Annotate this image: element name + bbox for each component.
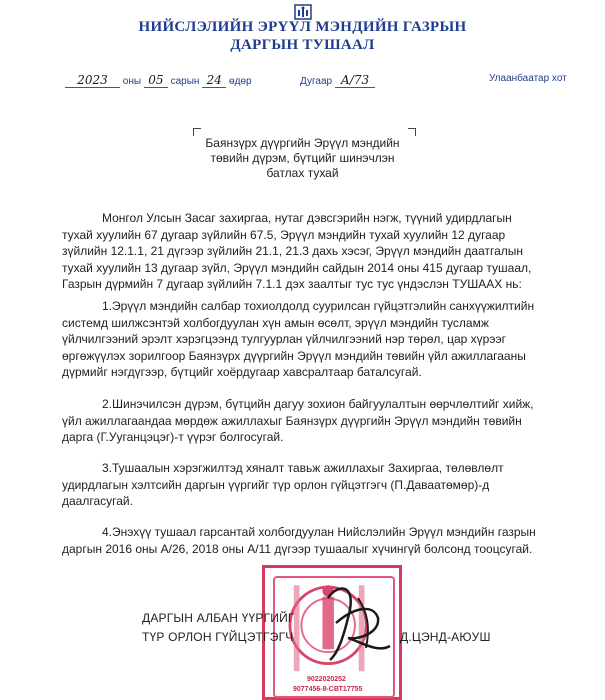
paragraph-line: даалгасугай. bbox=[62, 494, 133, 508]
date-line bbox=[65, 73, 252, 88]
paragraph-line: дарга (Г.Ууганцэцэг)-т үүрэг болгосугай. bbox=[62, 430, 284, 444]
date-day-suffix: өдөр bbox=[229, 76, 252, 87]
paragraph-line: 3.Тушаалын хэрэгжилтэд хяналт тавьж ажиллахыг Захиргаа, төлөвлөлт bbox=[102, 461, 504, 475]
paragraph-line: 2.Шинэчилсэн дүрэм, бүтцийн дагуу зохион байгуулалтын өөрчлөлтийг хийж, bbox=[102, 397, 534, 411]
date-year: 2023 bbox=[65, 73, 120, 88]
subject-title-line: Баянзүрх дүүргийн Эрүүл мэндийн bbox=[205, 136, 400, 150]
organization-name: НИЙСЛЭЛИЙН ЭРҮҮЛ МЭНДИЙН ГАЗРЫН bbox=[138, 19, 467, 35]
order-number-label: Дугаар bbox=[300, 76, 333, 87]
order-item-3 bbox=[62, 460, 570, 510]
document-type: ДАРГЫН ТУШААЛ bbox=[230, 37, 375, 53]
paragraph-line: үйл ажиллагаандаа мөрдөж ажиллахыг Баянзүрх дүүргийн Эрүүл мэндийн төвийн bbox=[62, 413, 522, 428]
handwritten-signature bbox=[318, 578, 398, 668]
paragraph-line: тухай хуулийн 67 дугаар зүйлийн 67.5, Эрүүл мэндийн тухай хуулийн 12 дугаар bbox=[62, 227, 506, 242]
order-item-4 bbox=[62, 524, 570, 557]
date-month: 05 bbox=[144, 73, 168, 88]
order-item-1 bbox=[62, 298, 570, 381]
order-number-line bbox=[300, 73, 375, 88]
paragraph-line: дүрмийг нэгдүгээр, бүтцийг хоёрдугаар хавсралтаар баталсугай. bbox=[62, 365, 422, 379]
paragraph-line: Газрын дүрмийн 7 дугаар зүйлийн 7.1.1 дэх заалтыг тус тус үндэслэн ТУШААХ нь: bbox=[62, 277, 522, 291]
subject-title-line: батлах тухай bbox=[266, 166, 339, 180]
signatory-title-line: ТҮР ОРЛОН ГҮЙЦЭТГЭГЧ bbox=[142, 630, 294, 644]
paragraph-line: даргын 2016 оны А/26, 2018 оны А/11 дүгээр тушаалыг хүчингүй болсонд тооцсугай. bbox=[62, 541, 533, 556]
paragraph-line: 1.Эрүүл мэндийн салбар тохиолдолд суурилсан гүйцэтгэлийн санхүүжилтийн bbox=[102, 299, 535, 313]
title-bracket-left bbox=[193, 128, 201, 136]
paragraph-line: Монгол Улсын Засаг захиргаа, нутаг дэвсгэрийн нэгж, түүний удирдлагын bbox=[102, 211, 512, 225]
order-item-2 bbox=[62, 396, 570, 446]
signatory-name: Д.ЦЭНД-АЮУШ bbox=[400, 630, 491, 644]
soyombo-emblem-icon bbox=[294, 4, 312, 20]
stamp-number: 9022020252 bbox=[307, 676, 346, 683]
title-bracket-right bbox=[408, 128, 416, 136]
order-number: А/73 bbox=[335, 73, 375, 88]
paragraph-line: зүйлийн 12.1.1, 21 дүгээр зүйлийн 21.1, 21.3 дахь хэсэг, Эрүүл мэндийн даатгалын bbox=[62, 244, 524, 258]
date-month-suffix: сарын bbox=[170, 76, 200, 87]
subject-title-line: төвийн дүрэм, бүтцийг шинэчлэн bbox=[210, 151, 395, 165]
paragraph-line: өргөжүүлэх зорилгоор Баянзүрх дүүргийн Эрүүл мэндийн төвийн үйл ажиллагааны bbox=[62, 348, 526, 363]
paragraph-line: тухай хуулийн 13 дугаар зүйл, Эрүүл мэндийн сайдын 2014 оны 415 дугаар тушаал, bbox=[62, 260, 532, 275]
paragraph-line: удирдлагын хэлтсийн даргын үүргийг түр орлон гүйцэтгэгч (П.Даваатөмөр)-д bbox=[62, 477, 490, 492]
paragraph-line: үйлчилгээний эрэлт хэрэгцээнд тулгуурлан үйлчилгээний нэр төрөл, цар хүрээг bbox=[62, 332, 506, 346]
date-year-suffix: оны bbox=[122, 76, 142, 87]
preamble-paragraph bbox=[62, 210, 570, 293]
paragraph-line: 4.Энэхүү тушаал гарсантай холбогдуулан Нийслэлийн Эрүүл мэндийн газрын bbox=[102, 525, 536, 539]
paragraph-line: системд шилжсэнтэй холбогдуулан хүн амын өсөлт, эрүүл мэндийн тусламж bbox=[62, 315, 489, 330]
stamp-number: 9077456-8-СВТ17755 bbox=[293, 686, 363, 693]
city: Улаанбаатар хот bbox=[489, 73, 567, 84]
date-day: 24 bbox=[202, 73, 226, 88]
signatory-title-line: ДАРГЫН АЛБАН ҮҮРГИЙГ bbox=[142, 611, 295, 625]
